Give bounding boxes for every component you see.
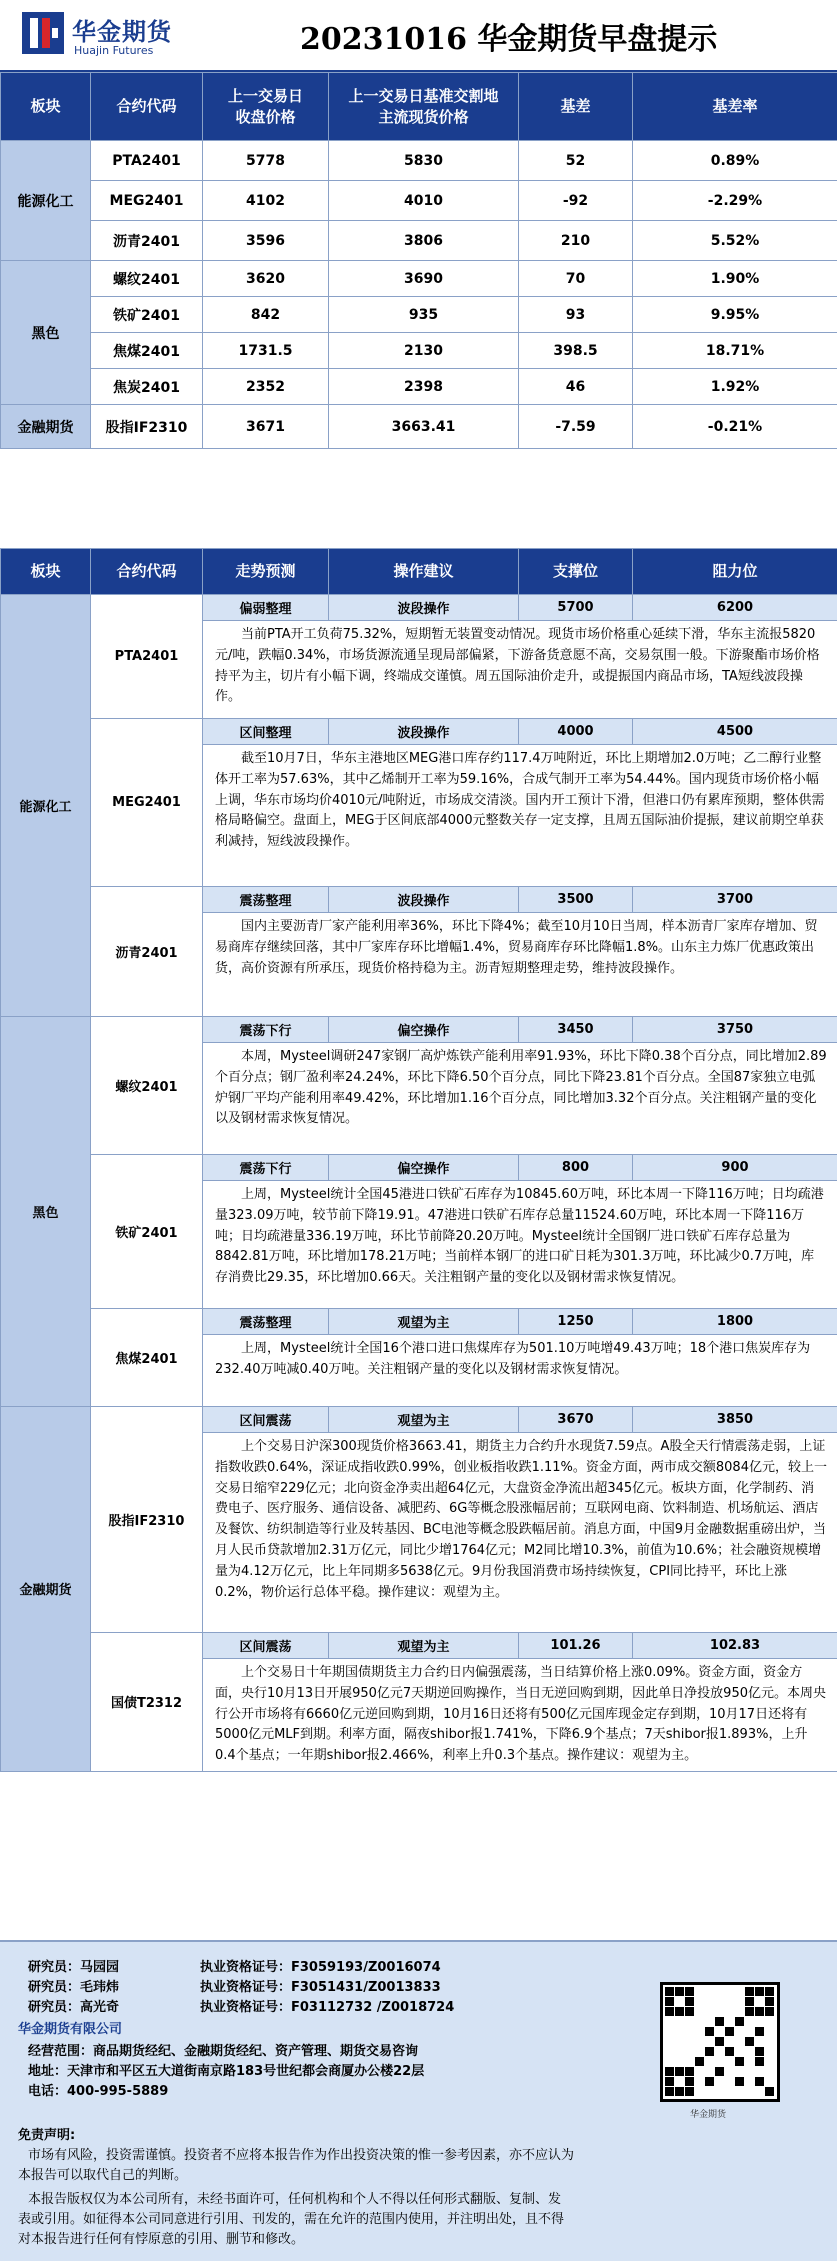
analysis-text: 上周，Mysteel统计全国16个港口进口焦煤库存为501.10万吨增49.43万吨；18个港口焦炭库存为232.40万吨减0.40万吨。关注粗钢产量的变化以及钢材需求恢复情况。 (203, 1335, 837, 1407)
price-cell: 5830 (329, 141, 519, 181)
analysis-text: 上个交易日十年期国债期货主力合约日内偏强震荡，当日结算价格上涨0.09%。资金方面，资金方面，央行10月13日开展950亿元7天期逆回购操作，当日无逆回购到期，因此单日净投放950亿元。本周央行公开市场将有6660亿元逆回购到期，10月16日还将有500亿元国库现金定存到期，10月17日还将有5000亿元MLF到期。利率方面，隔夜shibor报1.741%，下降6.9个基点；7天shibor报1.893%，上升0.4个基点；一年期shibor报2.466%，利率上升0.3个基点。操作建议：观望为主。 (203, 1659, 837, 1772)
analysis-text: 国内主要沥青厂家产能利用率36%，环比下降4%；截至10月10日当周，样本沥青厂家库存增加、贸易商库存继续回落，其中厂家库存环比增幅1.4%，贸易商库存环比降幅1.8%。山东主力炼厂优惠政策出货，高价资源有所承压，现货价格持稳为主。沥青短期整理走势，维持波段操作。 (203, 913, 837, 1017)
support-level: 3500 (519, 887, 633, 913)
researcher-cert: 执业资格证号：F3051431/Z0013833 (200, 1980, 441, 1995)
header-cell: 基差率 (633, 73, 837, 141)
researcher-name: 研究员：高光奇 (28, 2000, 120, 2015)
analysis-text: 本周，Mysteel调研247家钢厂高炉炼铁产能利用率91.93%，环比下降0.38个百分点，同比增加2.89个百分点；钢厂盈利率24.24%，环比下降6.50个百分点，同比下降23.81个百分点。全国87家独立电弧炉钢厂平均产能利用率49.42%，环比增加1.16个百分点，同比增加3.32个百分点。关注粗钢产量的变化以及钢材需求恢复情况。 (203, 1043, 837, 1155)
company-phone: 电话：400-995-5889 (28, 2084, 169, 2099)
contract-code: 股指IF2310 (91, 405, 203, 449)
sector-label: 黑色 (1, 1017, 91, 1407)
resistance-level: 102.83 (633, 1633, 837, 1659)
price-row (1, 181, 837, 221)
contract-code: 焦炭2401 (91, 369, 203, 405)
price-row (1, 261, 837, 297)
business-scope: 经营范围：商品期货经纪、金融期货经纪、资产管理、期货交易咨询 (28, 2044, 419, 2059)
operation-advice: 偏空操作 (329, 1155, 519, 1181)
report-header (0, 0, 837, 72)
price-cell: 93 (519, 297, 633, 333)
disclaimer-line: 本报告可以取代自己的判断。 (18, 2168, 188, 2183)
contract-code: 焦煤2401 (91, 1309, 203, 1407)
analysis-text: 截至10月7日，华东主港地区MEG港口库存约117.4万吨附近，环比上期增加2.0万吨；乙二醇行业整体开工率为57.63%，其中乙烯制开工率为59.16%，合成气制开工率为54.44%。国内现货市场价格小幅上调，华东市场均价4010元/吨附近，市场成交清淡。国内开工预计下滑，但港口仍有累库预期，整体供需格局略偏空。盘面上，MEG于区间底部4000元整数关存一定支撑，且周五国际油价提振，建议前期空单获利减持，短线波段操作。 (203, 745, 837, 887)
sector-label: 金融期货 (1, 1407, 91, 1772)
contract-code: MEG2401 (91, 181, 203, 221)
researcher-name: 研究员：毛玮炜 (28, 1980, 120, 1995)
contract-code: PTA2401 (91, 595, 203, 719)
contract-code: 股指IF2310 (91, 1407, 203, 1633)
disclaimer-line: 对本报告进行任何有悖原意的引用、删节和修改。 (18, 2232, 305, 2247)
qr-code-icon (660, 1982, 780, 2102)
forecast-summary-row (1, 719, 837, 745)
header-cell: 操作建议 (329, 549, 519, 595)
forecast-summary-row (1, 1155, 837, 1181)
header-cell: 支撑位 (519, 549, 633, 595)
forecast-summary-row (1, 1407, 837, 1433)
operation-advice: 波段操作 (329, 887, 519, 913)
disclaimer-line: 表或引用。如征得本公司同意进行引用、刊发的，需在允许的范围内使用，并注明出处，且不得 (18, 2212, 565, 2227)
price-cell: 210 (519, 221, 633, 261)
price-cell: -92 (519, 181, 633, 221)
header-cell: 板块 (1, 73, 91, 141)
price-cell: 3663.41 (329, 405, 519, 449)
forecast-summary-row (1, 1633, 837, 1659)
price-cell: 52 (519, 141, 633, 181)
operation-advice: 偏空操作 (329, 1017, 519, 1043)
price-cell: 3806 (329, 221, 519, 261)
operation-advice: 观望为主 (329, 1633, 519, 1659)
resistance-level: 3750 (633, 1017, 837, 1043)
sector-label: 金融期货 (1, 405, 91, 449)
logo-text-en: Huajin Futures (74, 44, 154, 57)
forecast-summary-row (1, 887, 837, 913)
header-cell: 基差 (519, 73, 633, 141)
price-row (1, 369, 837, 405)
contract-code: MEG2401 (91, 719, 203, 887)
sector-label: 能源化工 (1, 141, 91, 261)
resistance-level: 1800 (633, 1309, 837, 1335)
header-cell: 上一交易日基准交割地 主流现货价格 (329, 73, 519, 141)
operation-advice: 观望为主 (329, 1309, 519, 1335)
price-cell: 398.5 (519, 333, 633, 369)
support-level: 3670 (519, 1407, 633, 1433)
price-row (1, 297, 837, 333)
header-cell: 合约代码 (91, 549, 203, 595)
price-row (1, 405, 837, 449)
support-level: 5700 (519, 595, 633, 621)
analysis-text: 当前PTA开工负荷75.32%，短期暂无装置变动情况。现货市场价格重心延续下滑，华东主流报5820元/吨，跌幅0.34%，市场货源流通呈现局部偏紧，下游备货意愿不高，交易氛围一般。下游聚酯市场价格持平为主，切片有小幅下调，终端成交谨慎。周五国际油价走升，或提振国内商品市场，TA短线波段操作。 (203, 621, 837, 719)
price-cell: 935 (329, 297, 519, 333)
price-table-header (1, 73, 837, 141)
disclaimer-title: 免责声明: (18, 2128, 76, 2143)
price-row (1, 221, 837, 261)
disclaimer-line: 本报告版权仅为本公司所有，未经书面许可，任何机构和个人不得以任何形式翻版、复制、发 (28, 2192, 562, 2207)
company-name: 华金期货有限公司 (18, 2022, 123, 2037)
contract-code: 螺纹2401 (91, 261, 203, 297)
support-level: 4000 (519, 719, 633, 745)
price-cell: 3596 (203, 221, 329, 261)
trend-forecast: 区间震荡 (203, 1407, 329, 1433)
trend-forecast: 震荡整理 (203, 1309, 329, 1335)
header-cell: 上一交易日 收盘价格 (203, 73, 329, 141)
trend-forecast: 区间震荡 (203, 1633, 329, 1659)
disclaimer-line: 市场有风险，投资需谨慎。投资者不应将本报告作为作出投资决策的惟一参考因素，亦不应认为 (28, 2148, 575, 2163)
price-cell: 3620 (203, 261, 329, 297)
header-cell: 走势预测 (203, 549, 329, 595)
support-level: 800 (519, 1155, 633, 1181)
contract-code: 铁矿2401 (91, 297, 203, 333)
resistance-level: 3700 (633, 887, 837, 913)
trend-forecast: 震荡下行 (203, 1017, 329, 1043)
price-cell: 5.52% (633, 221, 837, 261)
contract-code: 螺纹2401 (91, 1017, 203, 1155)
report-footer (0, 1940, 837, 2261)
contract-code: 沥青2401 (91, 221, 203, 261)
logo-text-cn: 华金期货 (72, 18, 172, 46)
price-cell: 0.89% (633, 141, 837, 181)
researcher-cert: 执业资格证号：F03112732 /Z0018724 (200, 2000, 455, 2015)
price-cell: 2130 (329, 333, 519, 369)
price-cell: 9.95% (633, 297, 837, 333)
price-row (1, 141, 837, 181)
contract-code: 国债T2312 (91, 1633, 203, 1772)
trend-forecast: 偏弱整理 (203, 595, 329, 621)
operation-advice: 观望为主 (329, 1407, 519, 1433)
resistance-level: 900 (633, 1155, 837, 1181)
price-row (1, 333, 837, 369)
sector-label: 黑色 (1, 261, 91, 405)
support-level: 1250 (519, 1309, 633, 1335)
price-cell: 3671 (203, 405, 329, 449)
qr-caption: 华金期货 (690, 2110, 727, 2120)
header-cell: 阻力位 (633, 549, 837, 595)
trend-forecast: 震荡下行 (203, 1155, 329, 1181)
report-title: 20231016 华金期货早盘提示 (300, 22, 718, 57)
price-cell: 18.71% (633, 333, 837, 369)
contract-code: 沥青2401 (91, 887, 203, 1017)
price-cell: 4102 (203, 181, 329, 221)
price-cell: -2.29% (633, 181, 837, 221)
contract-code: PTA2401 (91, 141, 203, 181)
support-level: 101.26 (519, 1633, 633, 1659)
price-cell: 1.90% (633, 261, 837, 297)
forecast-table-header (1, 549, 837, 595)
forecast-summary-row (1, 1017, 837, 1043)
price-table (0, 72, 837, 449)
analysis-text: 上周，Mysteel统计全国45港进口铁矿石库存为10845.60万吨，环比本周一下降116万吨；日均疏港量323.09万吨，较节前下降19.91。47港进口铁矿石库存总量11524.60万吨，环比本周一下降116万吨；日均疏港量336.19万吨，环比节前降20.20万吨。Mysteel统计全国钢厂进口铁矿石库存总量为8842.81万吨，环比增加178.21万吨；当前样本钢厂的进口矿日耗为301.3万吨，环比减少0.7万吨，库存消费比29.35，环比增加0.66天。关注粗钢产量的变化以及钢材需求恢复情况。 (203, 1181, 837, 1309)
price-cell: -0.21% (633, 405, 837, 449)
forecast-table (0, 548, 837, 1772)
resistance-level: 3850 (633, 1407, 837, 1433)
price-cell: 842 (203, 297, 329, 333)
price-cell: 70 (519, 261, 633, 297)
price-cell: 5778 (203, 141, 329, 181)
trend-forecast: 震荡整理 (203, 887, 329, 913)
header-cell: 板块 (1, 549, 91, 595)
analysis-text: 上个交易日沪深300现货价格3663.41，期货主力合约升水现货7.59点。A股全天行情震荡走弱，上证指数收跌0.64%，深证成指收跌0.99%，创业板指收跌1.11%。资金方面，两市成交额8084亿元，较上一交易日缩窄229亿元；北向资金净卖出超64亿元，大盘资金净流出超345亿元。板块方面，化学制药、消费电子、医疗服务、通信设备、减肥药、6G等概念股涨幅居前；互联网电商、饮料制造、机场航运、酒店及餐饮、纺织制造等行业及转基因、BC电池等概念股跌幅居前。消息方面，中国9月金融数据重磅出炉，当月人民币贷款增加2.31万亿元，同比少增1764亿元；M2同比增10.3%，前值为10.6%；社会融资规模增量为4.12万亿元，比上年同期多5638亿元。9月份我国消费市场持续恢复，CPI同比持平，环比上涨0.2%，物价运行总体平稳。操作建议：观望为主。 (203, 1433, 837, 1633)
price-cell: 1.92% (633, 369, 837, 405)
researcher-cert: 执业资格证号：F3059193/Z0016074 (200, 1960, 441, 1975)
price-cell: 46 (519, 369, 633, 405)
resistance-level: 6200 (633, 595, 837, 621)
company-logo-icon (22, 12, 64, 54)
resistance-level: 4500 (633, 719, 837, 745)
price-cell: 2352 (203, 369, 329, 405)
price-cell: 4010 (329, 181, 519, 221)
trend-forecast: 区间整理 (203, 719, 329, 745)
sector-label: 能源化工 (1, 595, 91, 1017)
company-address: 地址：天津市和平区五大道街南京路183号世纪都会商厦办公楼22层 (28, 2064, 425, 2079)
price-cell: 1731.5 (203, 333, 329, 369)
operation-advice: 波段操作 (329, 595, 519, 621)
forecast-summary-row (1, 595, 837, 621)
price-cell: 3690 (329, 261, 519, 297)
contract-code: 焦煤2401 (91, 333, 203, 369)
support-level: 3450 (519, 1017, 633, 1043)
price-cell: 2398 (329, 369, 519, 405)
price-cell: -7.59 (519, 405, 633, 449)
header-cell: 合约代码 (91, 73, 203, 141)
forecast-summary-row (1, 1309, 837, 1335)
researcher-name: 研究员：马园园 (28, 1960, 120, 1975)
operation-advice: 波段操作 (329, 719, 519, 745)
contract-code: 铁矿2401 (91, 1155, 203, 1309)
